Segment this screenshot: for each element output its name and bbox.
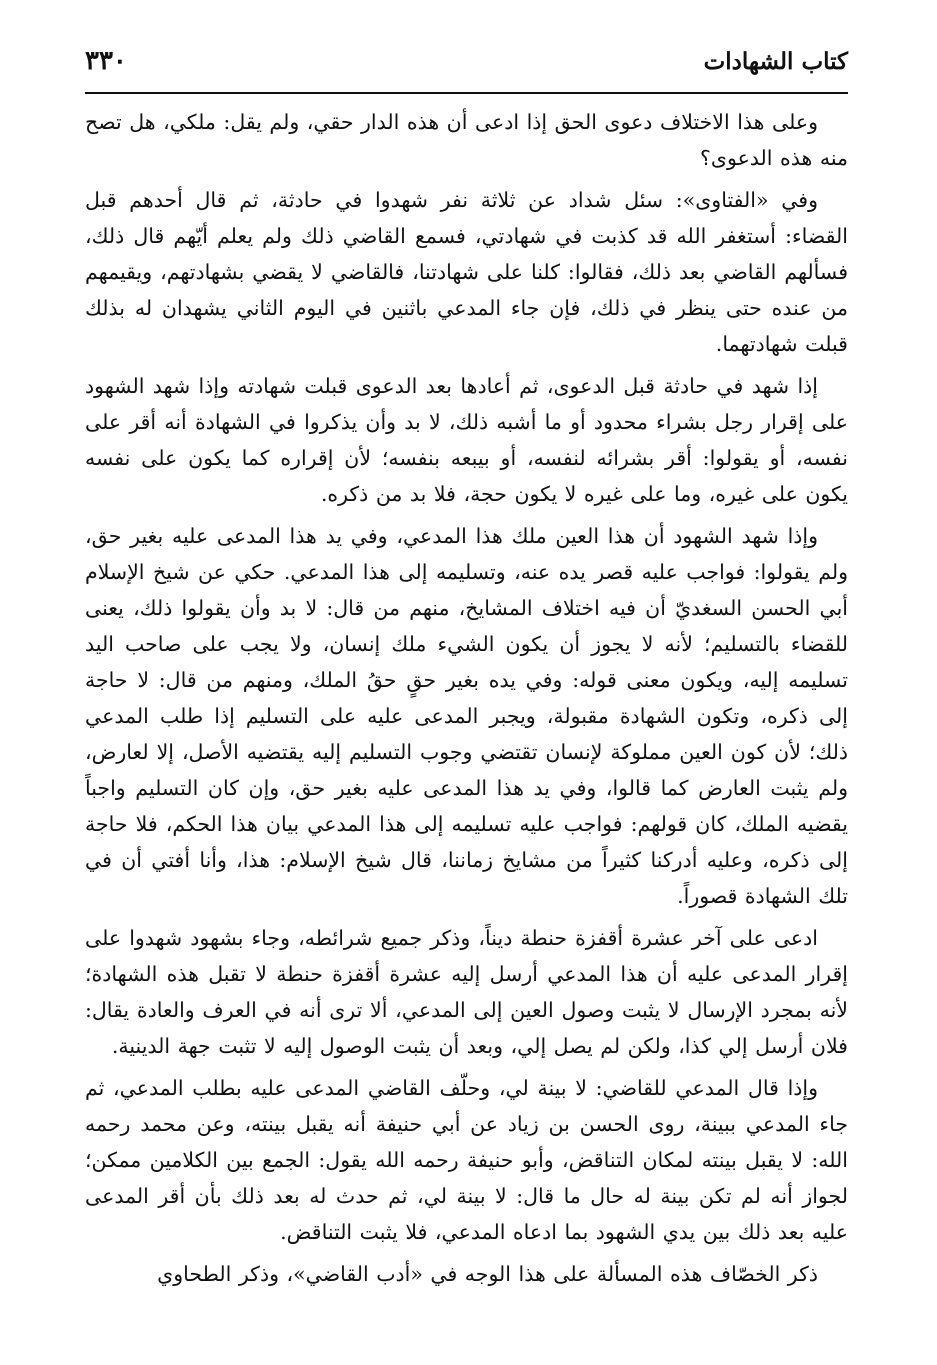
paragraph: وإذا قال المدعي للقاضي: لا بينة لي، وحلّف القاضي المدعى عليه بطلب المدعي، ثم جاء المدعي ببينة، روى الحسن بن زياد عن أبي حنيفة أنه يقبل بينته، وعن محمد رحمه الله: لا يقبل بينته لمكان التناقض، وأبو حنيفة رحمه الله يقول: الجمع بين الكلامين ممكن؛ لجواز أنه لم تكن بينة له حال ما قال: لا بينة لي، ثم حدث له بعد ذلك بأن أقر المدعى عليه بعد ذلك بين يدي الشهود بما ادعاه المدعي، فلا يثبت التناقض.	[85, 1076, 848, 1244]
chapter-title: كتاب الشهادات	[703, 48, 848, 75]
paragraph: إذا شهد في حادثة قبل الدعوى، ثم أعادها بعد الدعوى قبلت شهادته وإذا شهد الشهود على إقرار رجل بشراء محدود أو ما أشبه ذلك، لا بد وأن يذكروا في الشهادة أنه أقر على نفسه، أو يقولوا: أقر بشرائه لنفسه، أو بيبعه بنفسه؛ لأن إقراره كما يكون على نفسه يكون على غيره، وما على غيره لا يكون حجة، فلا بد من ذكره.	[85, 374, 848, 506]
paragraph: وإذا شهد الشهود أن هذا العين ملك هذا المدعي، وفي يد هذا المدعى عليه بغير حق، ولم يقولوا: فواجب عليه قصر يده عنه، وتسليمه إلى هذا المدعي. حكي عن شيخ الإسلام أبي الحسن السغديّ أن فيه اختلاف المشايخ، منهم من قال: لا بد وأن يقولوا ذلك، يعنى للقضاء بالتسليم؛ لأنه لا يجوز أن يكون الشيء ملك إنسان، ولا يجب على صاحب اليد تسليمه إليه، ويكون معنى قوله: وفي يده بغير حقٍ حقُ الملك، ومنهم من قال: لا حاجة إلى ذكره، وتكون الشهادة مقبولة، ويجبر المدعى عليه على التسليم إذا طلب المدعي ذلك؛ لأن كون العين مملوكة لإنسان تقتضي وجوب التسليم إليه يقتضيه الأصل، إلا لعارض، ولم يثبت العارض كما قالوا، وفي يد هذا المدعى عليه بغير حق، وإن كان التسليم واجباً يقضيه الملك، كان قولهم: فواجب عليه تسليمه إلى هذا المدعي بيان هذا الحكم، فلا حاجة إلى ذكره، وعليه أدركنا كثيراً من مشايخ زماننا، قال شيخ الإسلام: هذا، وأنا أفتي أن في تلك الشهادة قصوراً.	[85, 524, 848, 908]
page-body	[85, 104, 848, 1292]
page-header	[85, 40, 848, 94]
paragraph: وفي «الفتاوى»: سئل شداد عن ثلاثة نفر شهدوا في حادثة، ثم قال أحدهم قبل القضاء: أستغفر الله قد كذبت في شهادتي، فسمع القاضي ذلك ولم يعلم أيّهم قال ذلك، فسألهم القاضي بعد ذلك، فقالوا: كلنا على شهادتنا، فالقاضي لا يقضي بشهادتهم، ويقيمهم من عنده حتى ينظر في ذلك، فإن جاء المدعي باثنين في اليوم الثاني يشهدان له بذلك قبلت شهادتهما.	[85, 188, 848, 356]
paragraph: ادعى على آخر عشرة أقفزة حنطة ديناً، وذكر جميع شرائطه، وجاء بشهود شهدوا على إقرار المدعى عليه أن هذا المدعي أرسل إليه عشرة أقفزة حنطة لا تقبل هذه الشهادة؛ لأنه بمجرد الإرسال لا يثبت وصول العين إلى المدعي، ألا ترى أنه في العرف والعادة يقال: فلان أرسل إلي كذا، ولكن لم يصل إلي، وبعد أن يثبت الوصول إليه لا تثبت جهة الدينية.	[85, 926, 848, 1058]
paragraph: ذكر الخصّاف هذه المسألة على هذا الوجه في «أدب القاضي»، وذكر الطحاوي	[157, 1262, 818, 1286]
book-page	[85, 40, 848, 1350]
paragraph: وعلى هذا الاختلاف دعوى الحق إذا ادعى أن هذه الدار حقي، ولم يقل: ملكي، هل تصح منه هذه الدعوى؟	[85, 110, 848, 170]
page-number: ٣٣٠	[85, 46, 127, 76]
